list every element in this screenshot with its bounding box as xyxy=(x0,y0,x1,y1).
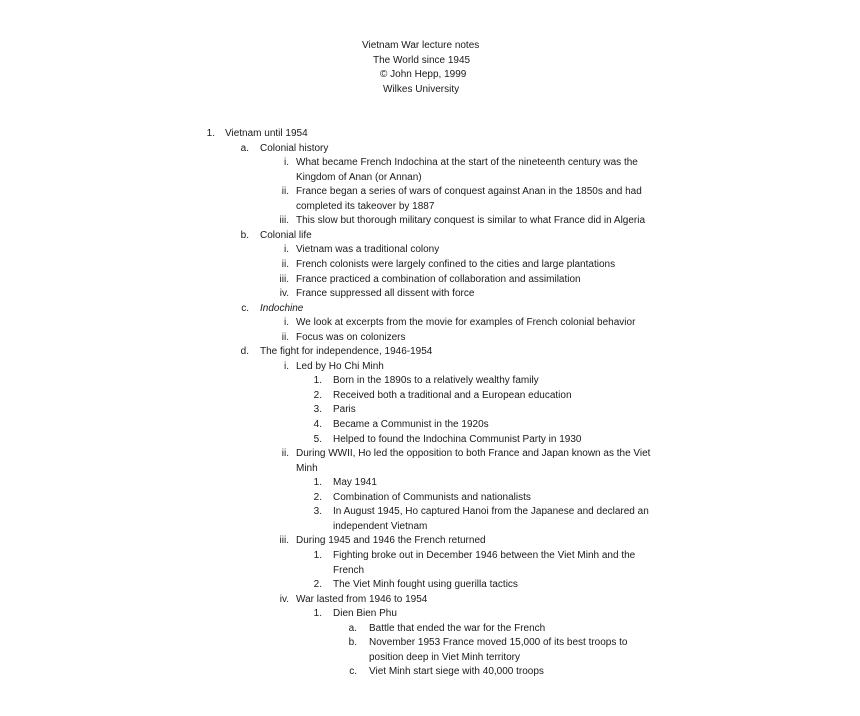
outline-item xyxy=(0,505,860,520)
outline-marker: iii. xyxy=(279,273,289,285)
outline-marker: 1. xyxy=(313,477,322,489)
outline-marker: 3. xyxy=(313,404,322,416)
outline-marker: a. xyxy=(240,142,249,154)
outline-item xyxy=(0,447,860,462)
outline-text: November 1953 France moved 15,000 of its best troops to xyxy=(369,637,628,649)
outline-text: Helped to found the Indochina Communist Party in 1930 xyxy=(333,433,582,445)
outline-item xyxy=(0,520,860,535)
outline-text: This slow but thorough military conquest is similar to what France did in Algeria xyxy=(296,215,646,227)
outline-text: independent Vietnam xyxy=(333,520,428,532)
outline-item xyxy=(0,142,860,157)
outline-text: French colonists were largely confined to the cities and large plantations xyxy=(296,258,616,270)
outline-text: completed its takeover by 1887 xyxy=(296,200,435,212)
outline-text: Born in the 1890s to a relatively wealthy family xyxy=(333,375,539,387)
outline-item xyxy=(0,127,860,142)
outline-text: War lasted from 1946 to 1954 xyxy=(296,593,428,605)
outline-marker: ii. xyxy=(281,186,289,198)
outline-text: Indochine xyxy=(260,302,304,314)
outline-marker: 2. xyxy=(313,579,322,591)
outline-item xyxy=(0,462,860,477)
outline-item xyxy=(0,287,860,302)
outline-item xyxy=(0,331,860,346)
outline-item xyxy=(0,622,860,637)
outline-marker: ii. xyxy=(281,448,289,460)
outline-text: The fight for independence, 1946-1954 xyxy=(260,346,433,358)
doc-course: The World since 1945 xyxy=(373,55,471,66)
outline-text: The Viet Minh fought using guerilla tactics xyxy=(333,579,518,591)
outline-marker: c. xyxy=(349,666,357,678)
outline-text: France practiced a combination of collaboration and assimilation xyxy=(296,273,581,285)
doc-title: Vietnam War lecture notes xyxy=(362,40,480,51)
outline-text: Combination of Communists and nationalists xyxy=(333,491,531,503)
outline-item xyxy=(0,578,860,593)
outline-marker: 1. xyxy=(313,549,322,561)
outline-item xyxy=(0,185,860,200)
outline-item xyxy=(0,156,860,171)
outline-text: Vietnam until 1954 xyxy=(225,128,308,139)
outline-item xyxy=(0,273,860,288)
outline-text: Paris xyxy=(333,404,356,416)
outline-item xyxy=(0,491,860,506)
outline-text: Viet Minh start siege with 40,000 troops xyxy=(369,666,544,678)
outline-item xyxy=(0,214,860,229)
outline-text: Vietnam was a traditional colony xyxy=(296,244,440,256)
outline-item xyxy=(0,534,860,549)
outline-marker: d. xyxy=(240,346,249,358)
outline-text: Colonial history xyxy=(260,142,329,154)
outline-item xyxy=(0,229,860,244)
outline-marker: ii. xyxy=(281,258,289,270)
outline-text: During 1945 and 1946 the French returned xyxy=(296,535,486,547)
outline-text: May 1941 xyxy=(333,477,377,489)
outline-item xyxy=(0,593,860,608)
outline-marker: 4. xyxy=(313,419,322,430)
outline-text: In August 1945, Ho captured Hanoi from the Japanese and declared an xyxy=(333,506,649,518)
outline-marker: c. xyxy=(241,302,249,314)
outline-item xyxy=(0,302,860,317)
outline-item xyxy=(0,636,860,651)
outline-text: Received both a traditional and a European education xyxy=(333,389,572,401)
outline-text: Battle that ended the war for the French xyxy=(369,622,546,634)
outline-item xyxy=(0,360,860,375)
outline-text: Kingdom of Anan (or Annan) xyxy=(296,171,422,183)
outline-text: During WWII, Ho led the opposition to both France and Japan known as the Viet xyxy=(296,448,651,460)
outline-text: Dien Bien Phu xyxy=(333,608,397,620)
outline-text: France suppressed all dissent with force xyxy=(296,288,475,300)
outline-marker: ii. xyxy=(281,331,289,343)
outline-marker: 5. xyxy=(313,433,322,445)
outline-marker: iii. xyxy=(279,215,289,227)
outline-item xyxy=(0,258,860,273)
doc-institution: Wilkes University xyxy=(383,84,460,95)
outline-item xyxy=(0,243,860,258)
outline-text: Minh xyxy=(296,462,318,474)
outline-item xyxy=(0,549,860,564)
outline-marker: a. xyxy=(348,622,357,634)
outline-text: We look at excerpts from the movie for examples of French colonial behavior xyxy=(296,317,636,329)
outline-marker: iv. xyxy=(279,593,289,605)
outline-text: Became a Communist in the 1920s xyxy=(333,419,489,430)
outline-text: Focus was on colonizers xyxy=(296,331,406,343)
outline-text: Led by Ho Chi Minh xyxy=(296,360,384,372)
outline-item xyxy=(0,651,860,666)
outline-marker: 3. xyxy=(313,506,322,518)
outline-item xyxy=(0,389,860,404)
outline-item xyxy=(0,374,860,389)
outline-marker: 2. xyxy=(313,389,322,401)
outline-item xyxy=(0,607,860,622)
outline-marker: b. xyxy=(240,229,249,241)
outline-item xyxy=(0,171,860,186)
outline-marker: 1. xyxy=(313,608,322,620)
outline-item xyxy=(0,665,860,680)
outline-text: position deep in Viet Minh territory xyxy=(369,651,521,663)
outline-marker: i. xyxy=(284,157,289,169)
doc-copyright: © John Hepp, 1999 xyxy=(380,69,467,80)
outline-marker: b. xyxy=(348,637,357,649)
outline-marker: i. xyxy=(284,360,289,372)
outline-marker: 1. xyxy=(206,128,215,139)
outline-marker: 2. xyxy=(313,491,322,503)
outline-marker: iv. xyxy=(279,288,289,300)
outline-marker: 1. xyxy=(313,375,322,387)
outline-text: Fighting broke out in December 1946 between the Viet Minh and the xyxy=(333,549,636,561)
outline-text: Colonial life xyxy=(260,229,312,241)
outline-text: France began a series of wars of conquest against Anan in the 1850s and had xyxy=(296,186,642,198)
outline-item xyxy=(0,345,860,360)
outline-item xyxy=(0,200,860,215)
outline-item xyxy=(0,476,860,491)
outline-marker: i. xyxy=(284,317,289,329)
outline-text: French xyxy=(333,564,365,576)
outline-marker: i. xyxy=(284,244,289,256)
outline-item xyxy=(0,403,860,418)
outline-item xyxy=(0,316,860,331)
outline-item xyxy=(0,418,860,433)
outline-item xyxy=(0,564,860,579)
outline-marker: iii. xyxy=(279,535,289,547)
outline-text: What became French Indochina at the start of the nineteenth century was the xyxy=(296,157,638,169)
outline-item xyxy=(0,433,860,448)
